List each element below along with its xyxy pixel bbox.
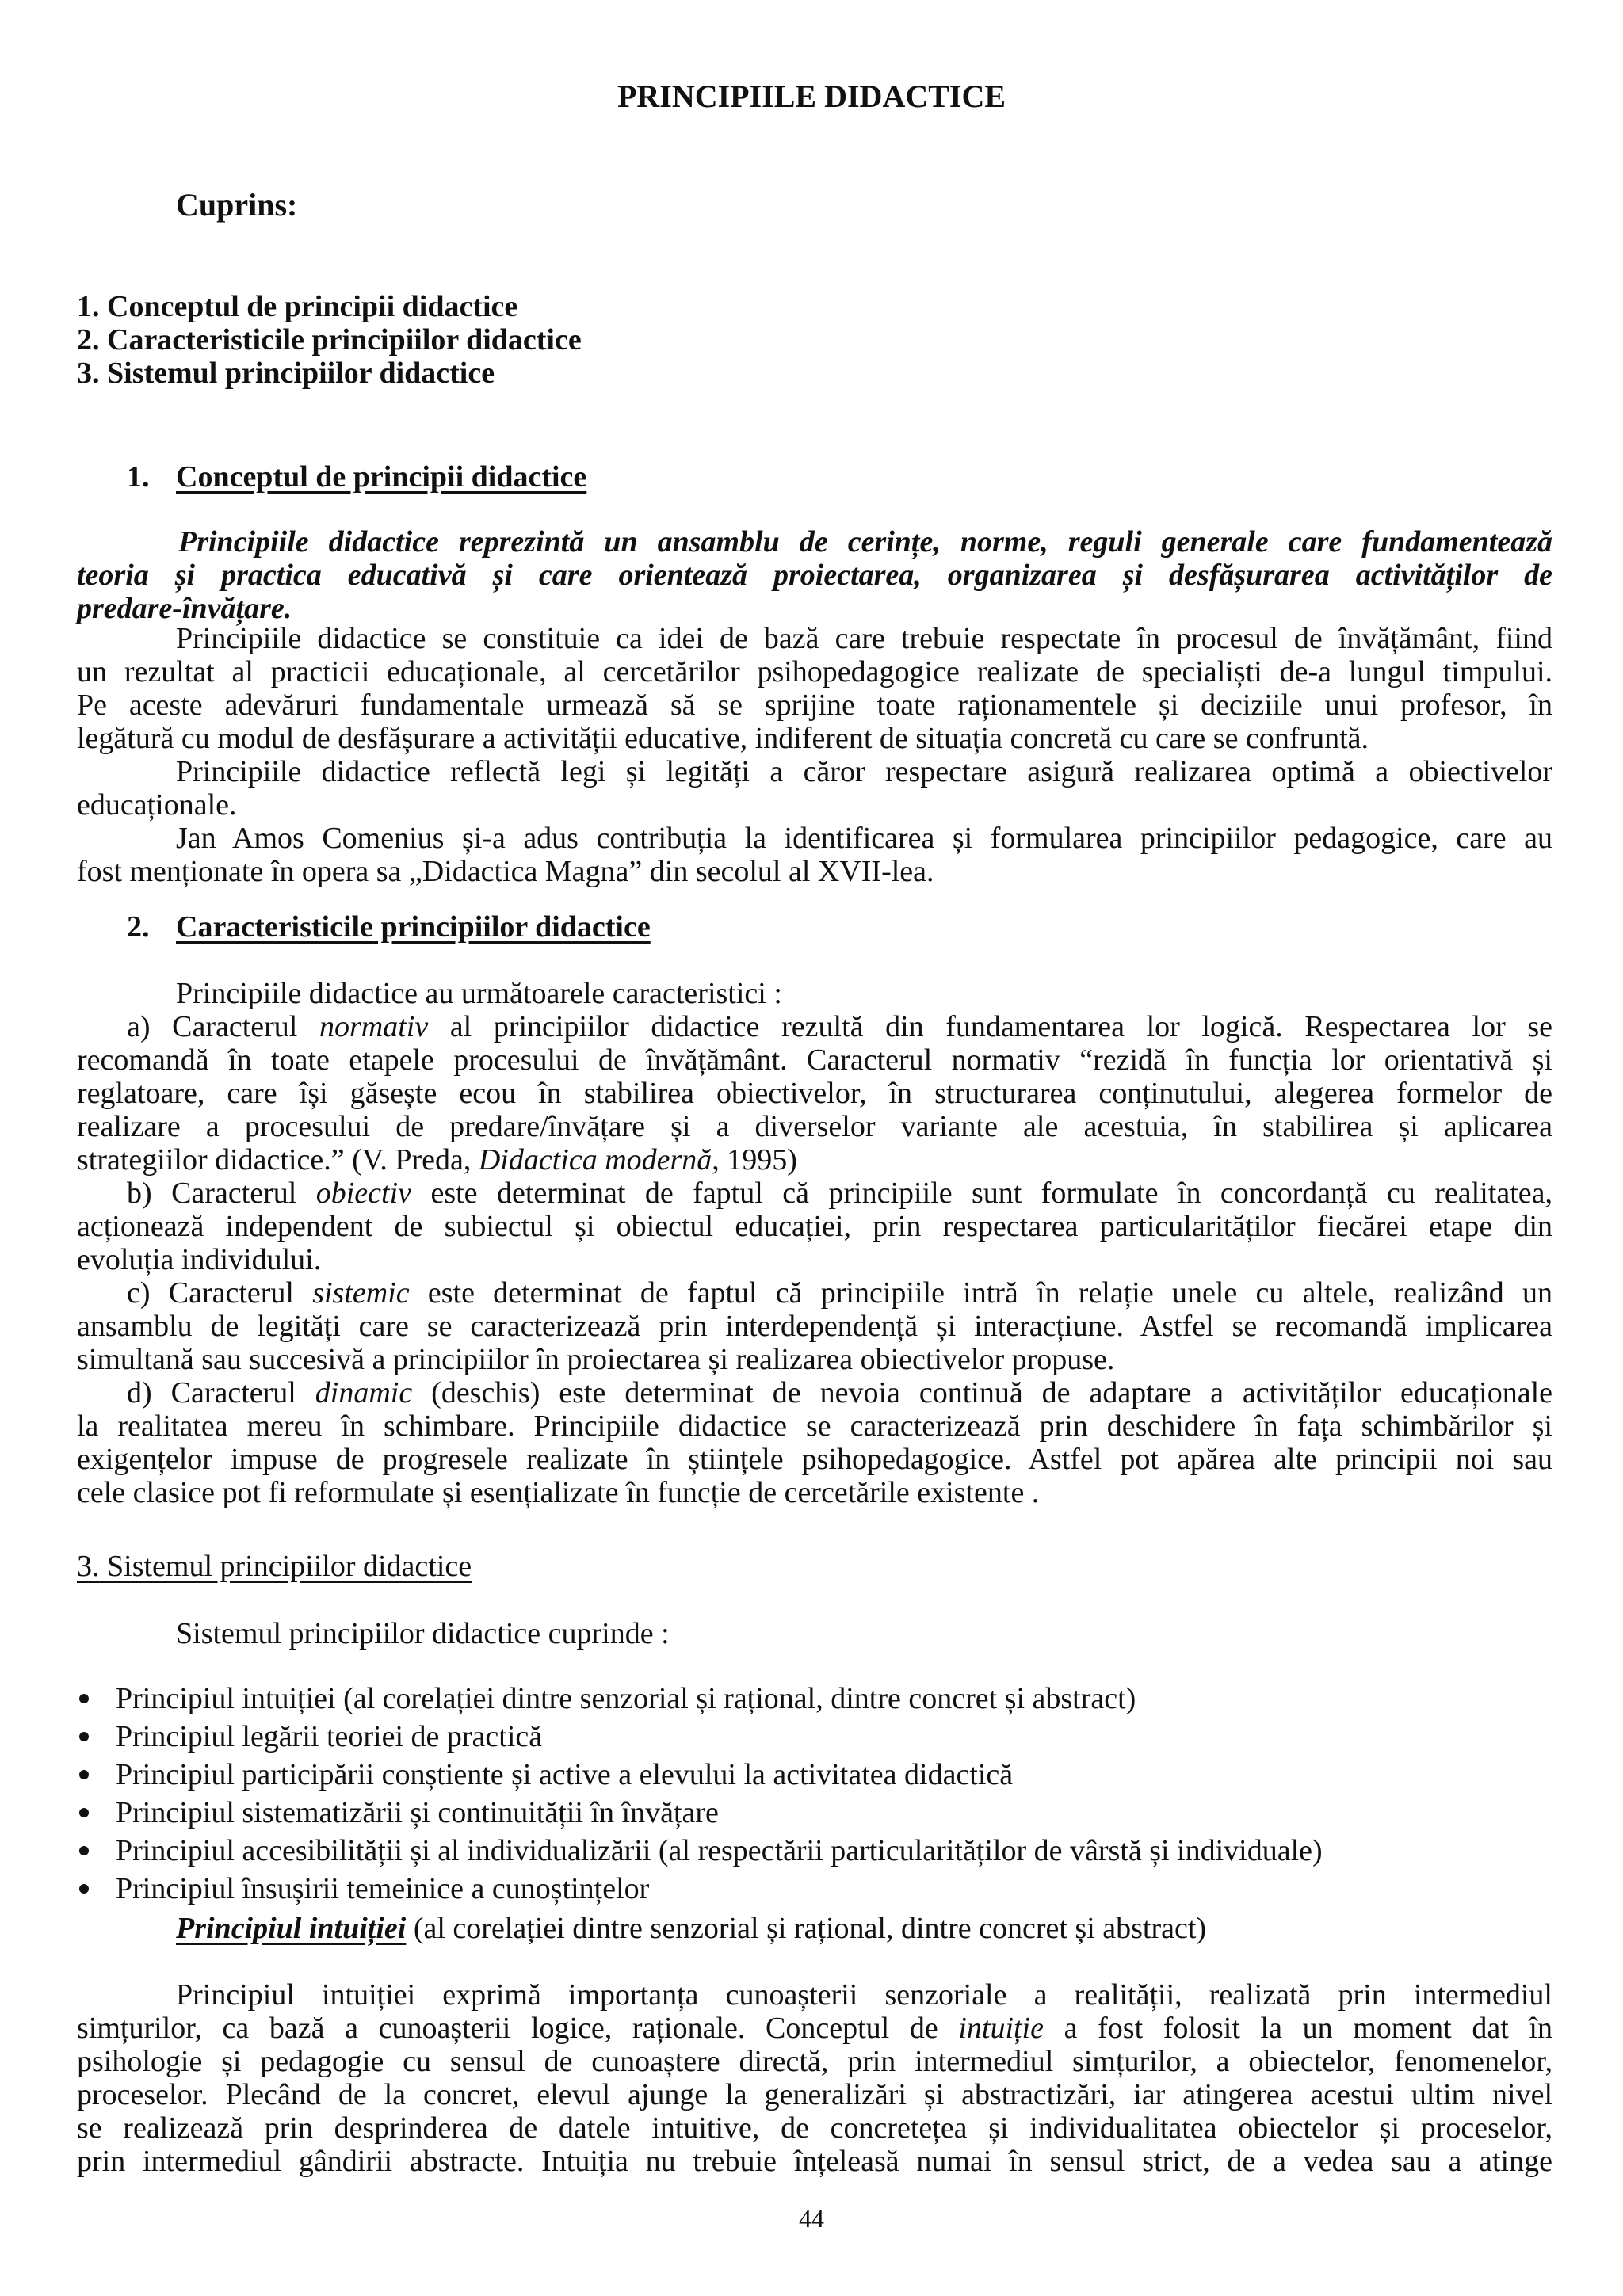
list-item-text: Principiul intuiției (al corelației dintre senzorial și rațional, dintre concret și abstract)	[116, 1682, 1136, 1715]
intuitie-paragraph	[77, 1978, 1552, 2178]
toc-item: 1. Conceptul de principii didactice	[77, 290, 518, 323]
subsection-title	[176, 1911, 1206, 1946]
text-line: prin intermediul gândirii abstracte. Intuiția nu trebuie înțeleasă numai în sensul strict, de a vedea sau a atinge	[77, 2145, 1552, 2178]
item-prefix: b) Caracterul	[127, 1177, 316, 1210]
list-item	[79, 1833, 1323, 1868]
bullet-icon	[79, 1884, 89, 1894]
text-line: recomandă în toate etapele procesului de învățământ. Caracterul normativ “rezidă în funcția lor orientativă și	[77, 1043, 1552, 1077]
subsection-title-main: Principiul intuiției	[176, 1912, 407, 1945]
text-line: acționează independent de subiectul și obiectul educației, prin respectarea particularităților fiecărei etape din	[77, 1210, 1552, 1243]
section-1-paragraph-3	[77, 822, 1552, 888]
bullet-icon	[79, 1846, 89, 1855]
section-1-paragraph-1	[77, 622, 1552, 755]
citation-year: , 1995)	[712, 1143, 797, 1177]
text-line	[77, 1177, 1552, 1210]
text-line: Principiile didactice se constituie ca idei de bază care trebuie respectate în procesul de învățământ, fiind	[176, 622, 1552, 655]
list-item	[79, 1795, 719, 1830]
text-line: proceselor. Plecând de la concret, elevul ajunge la generalizări și abstractizări, iar atingerea acestui ultim nivel	[77, 2078, 1552, 2111]
term-obiectiv: obiectiv	[315, 1177, 412, 1210]
text-line: un rezultat al practicii educaționale, al cercetărilor psihopedagogice realizate de specialiști de-a lungul timpului.	[77, 655, 1552, 688]
list-item-text: Principiul accesibilității și al individualizării (al respectării particularităților de vârstă și individuale)	[116, 1834, 1323, 1867]
definition-line: Principiile didactice reprezintă un ansamblu de cerințe, norme, reguli generale care fundamentează	[178, 525, 1552, 559]
list-item-text: Principiul sistematizării și continuității în învățare	[116, 1796, 719, 1829]
citation-title: Didactica modernă	[478, 1143, 712, 1177]
list-item-text: Principiul participării conștiente și active a elevului la activitatea didactică	[116, 1758, 1014, 1791]
characteristic-d	[77, 1376, 1552, 1509]
subsection-title-rest: (al corelației dintre senzorial și rațional, dintre concret și abstract)	[406, 1912, 1207, 1945]
list-item	[79, 1719, 542, 1754]
text-line: la realitatea mereu în schimbare. Principiile didactice se caracterizează prin deschidere în fața schimbărilor și	[77, 1409, 1552, 1443]
text-line: legătură cu modul de desfășurare a activității educative, indiferent de situația concretă cu care se confruntă.	[77, 722, 1369, 755]
text-line: cele clasice pot fi reformulate și esențializate în funcție de cercetările existente .	[77, 1476, 1040, 1509]
section-3-title: 3. Sistemul principiilor didactice	[77, 1550, 472, 1583]
text-line: educaționale.	[77, 788, 237, 822]
bullet-icon	[79, 1694, 89, 1703]
text-line: se realizează prin desprinderea de datele intuitive, de concretețea și individualitatea obiectelor și proceselor,	[77, 2111, 1552, 2145]
characteristic-b	[77, 1177, 1552, 1276]
term-intuitie: intuiție	[958, 2012, 1044, 2045]
text-line	[77, 1376, 1552, 1409]
text-line: fost menționate în opera sa „Didactica Magna” din secolul al XVII-lea.	[77, 855, 934, 888]
text-line: ansamblu de legități care se caracterizează prin interdependență și interacțiune. Astfel se recomandă implicarea	[77, 1310, 1552, 1343]
text-line: Principiile didactice reflectă legi și legități a căror respectare asigură realizarea optimă a obiectivelor	[176, 755, 1552, 788]
list-item	[79, 1871, 649, 1906]
text-line: evoluția individului.	[77, 1243, 322, 1276]
item-text: (deschis) este determinat de nevoia continuă de adaptare a activităților educaționale	[412, 1376, 1553, 1409]
definition-line: teoria și practica educativă și care orientează proiectarea, organizarea și desfășurarea activităților de	[77, 559, 1552, 592]
text-line: Principiul intuiției exprimă importanța cunoașterii senzoriale a realității, realizată prin intermediul	[176, 1978, 1552, 2012]
text-line	[77, 1143, 1552, 1177]
term-sistemic: sistemic	[312, 1276, 410, 1310]
bullet-icon	[79, 1770, 89, 1779]
term-normativ: normativ	[319, 1010, 429, 1043]
text-line	[77, 1010, 1552, 1043]
text-segment: simțurilor, ca bază a cunoașterii logice, raționale. Conceptul de	[77, 2012, 959, 2045]
text-line: realizare a procesului de predare/învățare și a diverselor variante ale acestuia, în stabilirea și aplicarea	[77, 1110, 1552, 1143]
list-item-text: Principiul legării teoriei de practică	[116, 1720, 543, 1753]
characteristic-a	[77, 1010, 1552, 1177]
contents-heading: Cuprins:	[176, 187, 298, 223]
characteristic-c	[77, 1276, 1552, 1376]
item-text: al principiilor didactice rezultă din fundamentarea lor logică. Respectarea lor se	[428, 1010, 1552, 1043]
text-line: simultană sau succesivă a principiilor în proiectarea și realizarea obiectivelor propuse.	[77, 1343, 1115, 1376]
list-item-text: Principiul însușirii temeinice a cunoștințelor	[116, 1872, 650, 1905]
definition-line: predare-învățare.	[77, 592, 292, 625]
toc-item: 2. Caracteristicile principiilor didactice	[77, 323, 582, 357]
section-1-number: 1.	[127, 460, 150, 494]
text-segment: a fost folosit la un moment dat în	[1043, 2012, 1552, 2045]
text-line: Jan Amos Comenius și-a adus contribuția la identificarea și formularea principiilor pedagogice, care au	[176, 822, 1552, 855]
section-3-intro: Sistemul principiilor didactice cuprinde :	[176, 1617, 670, 1650]
text-line	[77, 1276, 1552, 1310]
section-2-intro: Principiile didactice au următoarele caracteristici :	[176, 977, 782, 1010]
page-title: PRINCIPIILE DIDACTICE	[617, 78, 1006, 114]
text-line: Pe aceste adevăruri fundamentale urmează să se sprijine toate raționamentele și deciziile unui profesor, în	[77, 688, 1552, 722]
section-2-number: 2.	[127, 910, 150, 944]
list-item	[79, 1681, 1136, 1716]
text-line: exigențelor impuse de progresele realizate în științele psihopedagogice. Astfel pot apărea alte principii noi sau	[77, 1443, 1552, 1476]
term-dinamic: dinamic	[315, 1376, 413, 1409]
section-1-paragraph-2	[77, 755, 1552, 822]
bullet-icon	[79, 1732, 89, 1741]
item-prefix: c) Caracterul	[127, 1276, 313, 1310]
text-line: psihologie și pedagogie cu sensul de cunoaștere directă, prin intermediul simțurilor, a obiectelor, fenomenelor,	[77, 2045, 1552, 2078]
list-item	[79, 1757, 1013, 1792]
definition-paragraph	[77, 525, 1552, 625]
text-line	[77, 2012, 1552, 2045]
bullet-icon	[79, 1808, 89, 1817]
section-2-title: Caracteristicile principiilor didactice	[176, 910, 651, 944]
item-prefix: a) Caracterul	[127, 1010, 319, 1043]
item-text: este determinat de faptul că principiile intră în relație unele cu altele, realizând un	[409, 1276, 1552, 1310]
toc-item: 3. Sistemul principiilor didactice	[77, 357, 495, 390]
item-text: este determinat de faptul că principiile sunt formulate în concordanță cu realitatea,	[411, 1177, 1552, 1210]
section-1-title: Conceptul de principii didactice	[176, 460, 587, 494]
page-number: 44	[799, 2204, 824, 2233]
text-line: reglatoare, care își găsește ecou în stabilirea obiectivelor, în structurarea conținutului, alegerea formelor de	[77, 1077, 1552, 1110]
citation-pre: strategiilor didactice.” (V. Preda,	[77, 1143, 479, 1177]
item-prefix: d) Caracterul	[127, 1376, 315, 1409]
